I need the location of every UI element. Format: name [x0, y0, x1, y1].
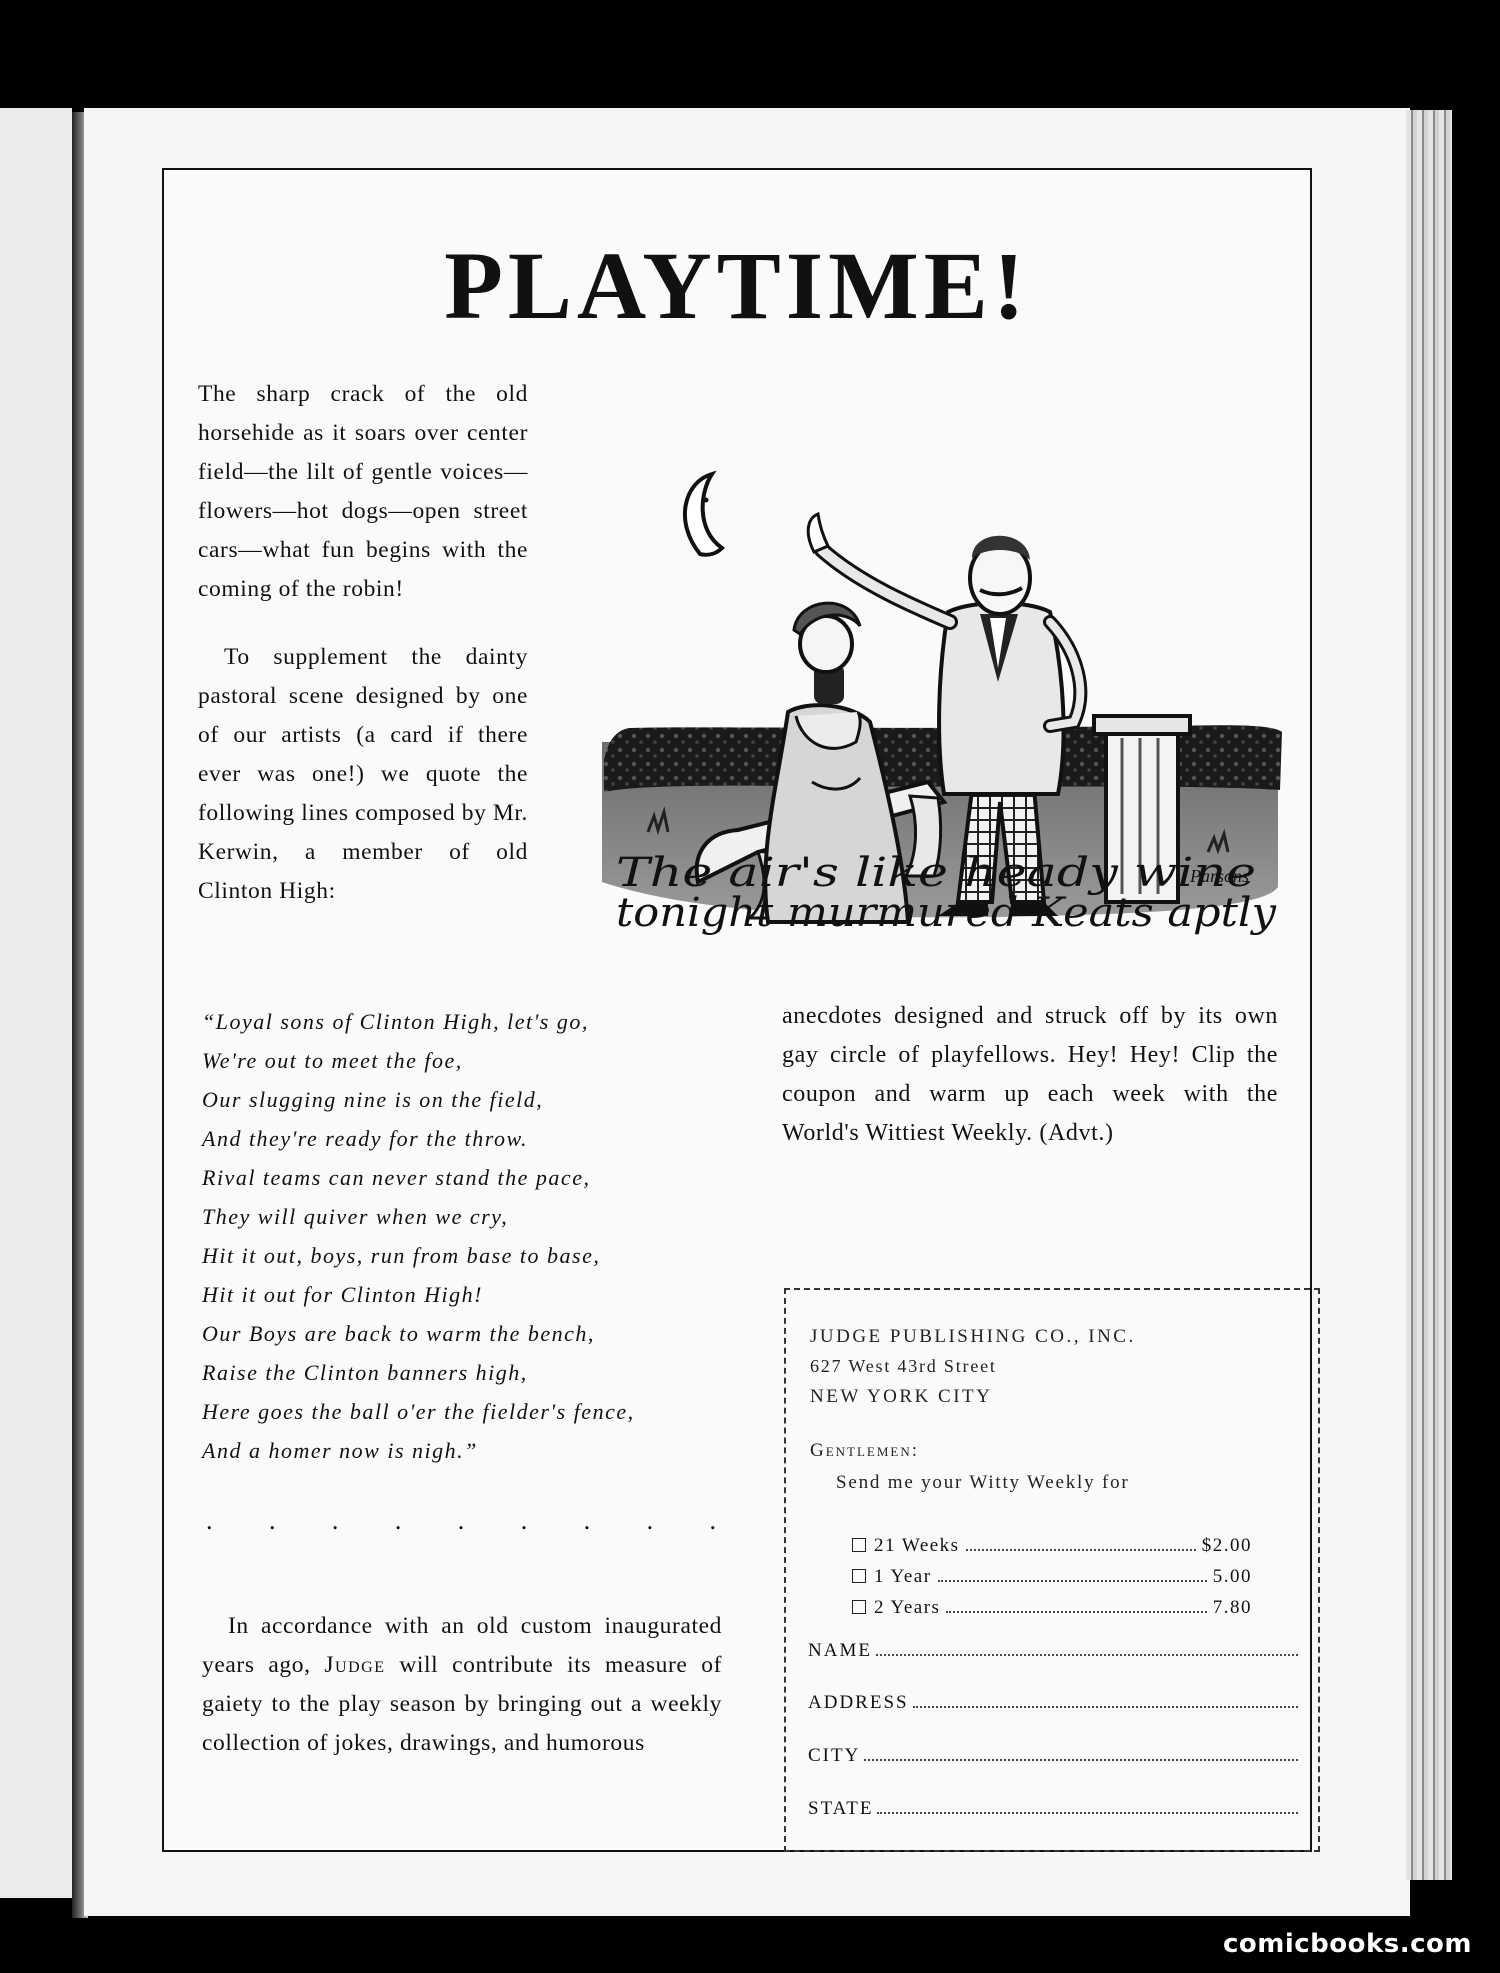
watermark: comicbooks.com	[1222, 1929, 1472, 1959]
clinton-high-poem	[202, 1002, 722, 1470]
subscription-coupon[interactable]	[784, 1288, 1320, 1852]
poem-line: Raise the Clinton banners high,	[202, 1360, 528, 1385]
option-price: $2.00	[1201, 1535, 1252, 1556]
intro-paragraph-2: To supplement the dainty pastoral scene designed by one of our artists (a card if there ever was one!) we quote the following lines composed by Mr. Kerwin, a member of old Clinton High:	[198, 644, 528, 904]
poem-line: Our slugging nine is on the field,	[202, 1087, 544, 1112]
poem-line: Rival teams can never stand the pace,	[202, 1165, 591, 1190]
checkbox-icon[interactable]	[852, 1569, 866, 1583]
coupon-request: Send me your Witty Weekly for	[836, 1472, 1130, 1493]
intro-paragraph-1: The sharp crack of the old horsehide as it soars over center field—the lilt of gentle voices—flowers—hot dogs—open street cars—what fun begins with the coming of the robin!	[198, 381, 528, 602]
publisher-name: JUDGE PUBLISHING CO., INC.	[810, 1326, 1136, 1347]
option-price: 5.00	[1212, 1566, 1252, 1587]
poem-line: And a homer now is nigh.”	[202, 1438, 478, 1463]
checkbox-icon[interactable]	[852, 1538, 866, 1552]
cartoon-illustration	[588, 382, 1288, 942]
poem-line: Our Boys are back to warm the bench,	[202, 1321, 595, 1346]
ad-title: PLAYTIME!	[444, 232, 1030, 339]
dotted-separator: . . . . . . . . .	[206, 1506, 716, 1535]
artist-signature: Parsons	[1190, 866, 1250, 886]
option-2-years[interactable]: 2 Years 7.80	[852, 1597, 1252, 1619]
address-field[interactable]: ADDRESS	[808, 1692, 1298, 1714]
city-field[interactable]: CITY	[808, 1745, 1298, 1767]
closing-paragraph: In accordance with an old custom inaugurated years ago, Judge will contribute its measure of gaiety to the play season by bringing out a weekly collection of jokes, drawings, and humorous	[202, 1613, 723, 1756]
poem-line: “Loyal sons of Clinton High, let's go,	[202, 1009, 589, 1034]
checkbox-icon[interactable]	[852, 1600, 866, 1614]
poem-line: And they're ready for the throw.	[202, 1126, 529, 1151]
cartoon-caption-line-2: tonight murmured Keats aptly	[616, 890, 1278, 936]
cartoon-caption-line-1: The air's like heady wine	[616, 850, 1256, 896]
page-stack-edge	[1406, 110, 1452, 1880]
poem-line: Here goes the ball o'er the fielder's fence,	[202, 1399, 635, 1424]
facing-page-edge	[0, 108, 72, 1898]
publisher-city: NEW YORK CITY	[810, 1386, 993, 1407]
name-field[interactable]: NAME	[808, 1640, 1298, 1662]
judge-brand: Judge	[324, 1652, 386, 1678]
advertisement-frame	[162, 168, 1312, 1852]
poem-line: Hit it out for Clinton High!	[202, 1282, 483, 1307]
continued-paragraph: anecdotes designed and struck off by its own gay circle of playfellows. Hey! Hey! Clip the coupon and warm up each week with the World's Wittiest Weekly. (Advt.)	[782, 1003, 1278, 1146]
crescent-moon-icon	[685, 474, 722, 555]
magazine-page	[84, 108, 1410, 1916]
poem-line: They will quiver when we cry,	[202, 1204, 509, 1229]
poem-line: Hit it out, boys, run from base to base,	[202, 1243, 601, 1268]
publisher-address: 627 West 43rd Street	[810, 1356, 997, 1376]
coupon-salutation: Gentlemen:	[810, 1440, 920, 1461]
option-1-year[interactable]: 1 Year 5.00	[852, 1566, 1252, 1588]
option-21-weeks[interactable]: 21 Weeks $2.00	[852, 1535, 1252, 1557]
poem-line: We're out to meet the foe,	[202, 1048, 463, 1073]
option-price: 7.80	[1212, 1597, 1252, 1618]
state-field[interactable]: STATE	[808, 1798, 1298, 1820]
